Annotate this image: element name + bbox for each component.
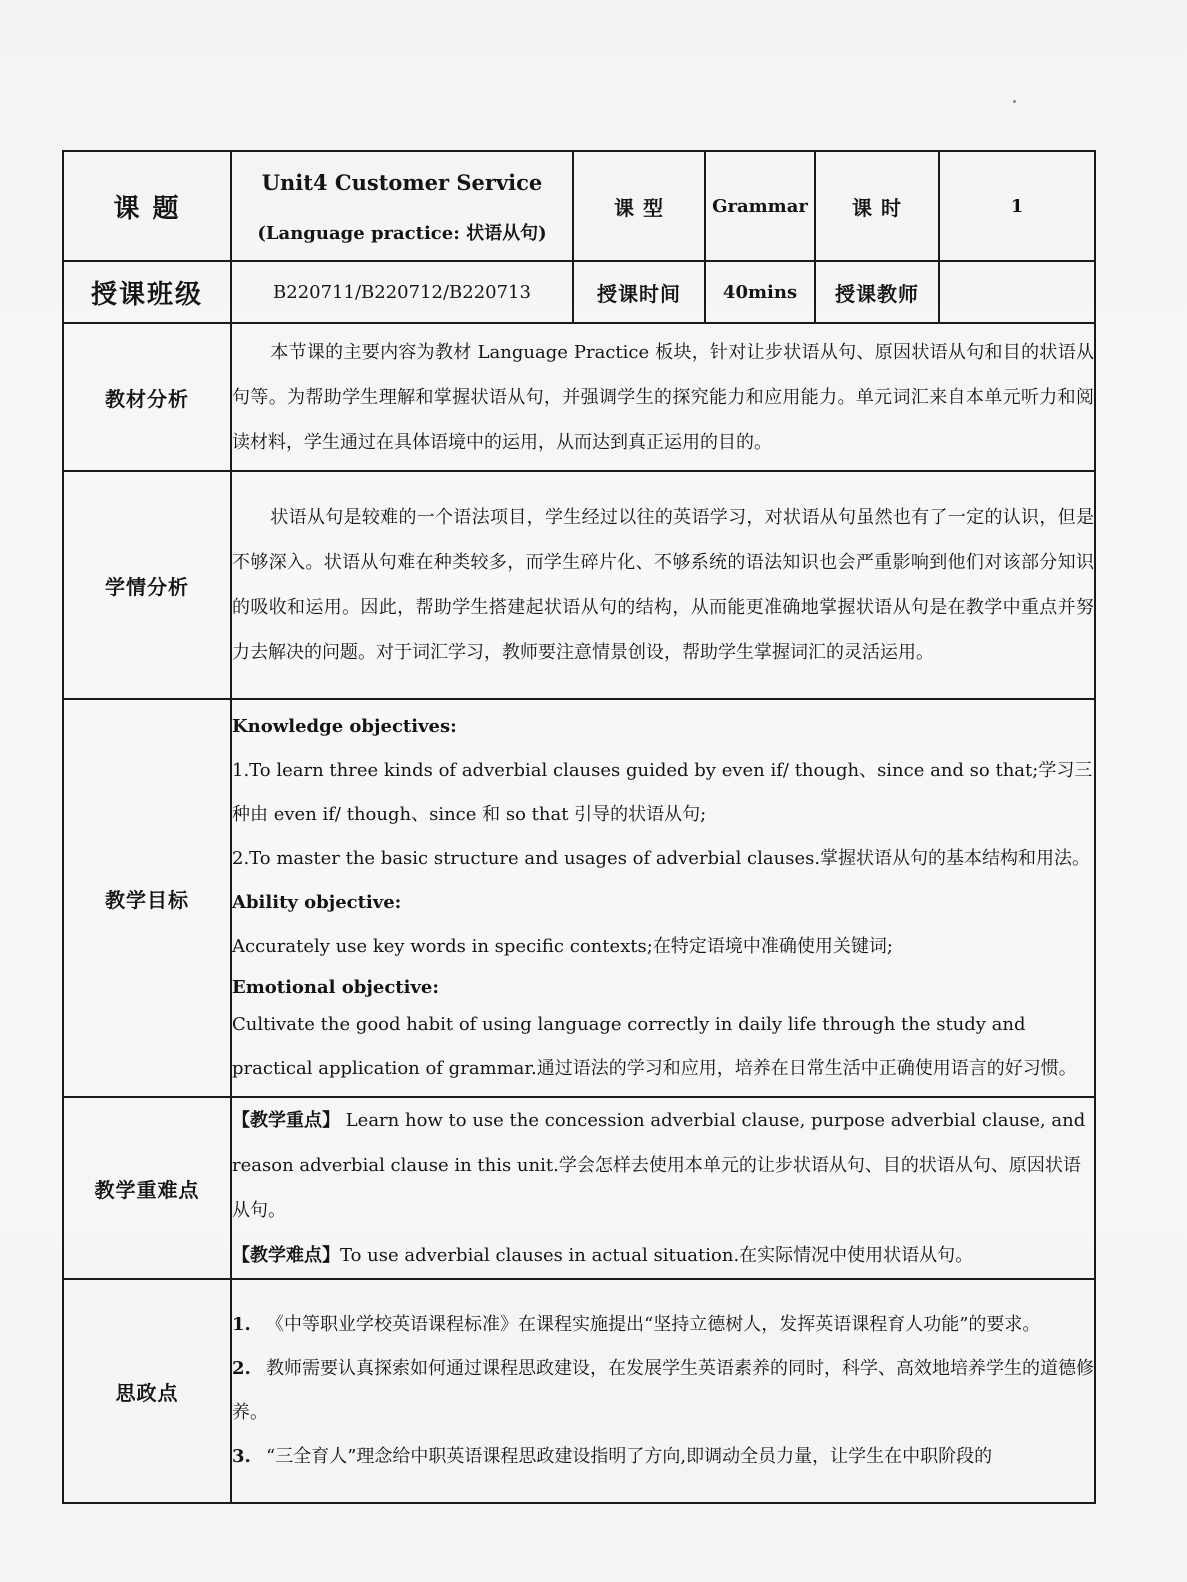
material-label: 教材分析 [63, 323, 231, 471]
focus-text: Learn how to use the concession adverbial clause, purpose adverbial clause, and reason adverbial clause in this unit.学会怎样去使用本单元的让步状语从句、目的状语从句、原因状语从句。 [232, 1110, 1086, 1221]
header-row-class [63, 261, 1095, 323]
material-row [63, 323, 1095, 471]
lesson-subtitle: (Language practice: 状语从句) [257, 222, 547, 244]
ideology-item [232, 1347, 1094, 1435]
type-value: Grammar [705, 151, 815, 261]
class-value: B220711/B220712/B220713 [231, 261, 573, 323]
focus-tag: 【教学重点】 [232, 1110, 340, 1131]
header-row-topic [63, 151, 1095, 261]
focus-block [232, 1098, 1094, 1233]
scan-speck [1013, 100, 1016, 103]
teacher-value [939, 261, 1095, 323]
ability-item: Accurately use key words in specific contexts;在特定语境中准确使用关键词; [232, 936, 893, 957]
objectives-row [63, 699, 1095, 1097]
ideology-item-text: “三全育人”理念给中职英语课程思政建设指明了方向,即调动全员力量，让学生在中职阶段的 [266, 1446, 993, 1467]
students-text: 状语从句是较难的一个语法项目，学生经过以往的英语学习，对状语从句虽然也有了一定的认识，但是不够深入。状语从句难在种类较多，而学生碎片化、不够系统的语法知识也会严重影响到他们对该部分知识的吸收和运用。因此，帮助学生搭建起状语从句的结构，从而能更准确地掌握状语从句是在教学中重点并努力去解决的问题。对于词汇学习，教师要注意情景创设，帮助学生掌握词汇的灵活运用。 [232, 507, 1094, 663]
ideology-item [232, 1303, 1094, 1347]
material-text: 本节课的主要内容为教材 Language Practice 板块，针对让步状语从句、原因状语从句和目的状语从句等。为帮助学生理解和掌握状语从句，并强调学生的探究能力和应用能力。单元词汇来自本单元听力和阅读材料，学生通过在具体语境中的运用，从而达到真正运用的目的。 [232, 341, 1094, 453]
students-label: 学情分析 [63, 471, 231, 699]
hours-value: 1 [939, 151, 1095, 261]
ideology-label: 思政点 [63, 1279, 231, 1503]
ideology-row [63, 1279, 1095, 1503]
ideology-item-number: 3. [232, 1446, 251, 1467]
knowledge-title: Knowledge objectives: [232, 716, 457, 737]
time-value: 40mins [705, 261, 815, 323]
emotional-title: Emotional objective: [232, 977, 440, 998]
hours-label: 课 时 [815, 151, 939, 261]
emotional-item: Cultivate the good habit of using language correctly in daily life through the study and practical application of grammar.通过语法的学习和应用，培养在日常生活中正确使用语言的好习惯。 [232, 1014, 1077, 1079]
difficulty-block [232, 1233, 1094, 1278]
students-cell [231, 471, 1095, 699]
ideology-cell [231, 1279, 1095, 1503]
ideology-item [232, 1435, 1094, 1479]
objectives-cell [231, 699, 1095, 1097]
lesson-title: Unit4 Customer Service [261, 169, 543, 195]
difficulty-text: To use adverbial clauses in actual situation.在实际情况中使用状语从句。 [340, 1245, 974, 1266]
lesson-plan-table [62, 150, 1096, 1504]
teacher-label: 授课教师 [815, 261, 939, 323]
ideology-item-text: 《中等职业学校英语课程标准》在课程实施提出“坚持立德树人，发挥英语课程育人功能”的要求。 [266, 1314, 1041, 1335]
keypoints-row [63, 1097, 1095, 1279]
ideology-item-number: 2. [232, 1358, 251, 1379]
class-label: 授课班级 [63, 261, 231, 323]
type-label: 课 型 [573, 151, 705, 261]
lesson-title-cell [231, 151, 573, 261]
objectives-label: 教学目标 [63, 699, 231, 1097]
students-row [63, 471, 1095, 699]
material-cell [231, 323, 1095, 471]
knowledge-item-1: 1.To learn three kinds of adverbial clauses guided by even if/ though、since and so that;学习三种由 even if/ though、since 和 so that 引导的状语从句; [232, 760, 1093, 825]
difficulty-tag: 【教学难点】 [232, 1245, 340, 1266]
ideology-item-text: 教师需要认真探索如何通过课程思政建设，在发展学生英语素养的同时，科学、高效地培养学生的道德修养。 [232, 1358, 1094, 1423]
keypoints-cell [231, 1097, 1095, 1279]
ideology-item-number: 1. [232, 1314, 251, 1335]
topic-label: 课 题 [63, 151, 231, 261]
ability-title: Ability objective: [232, 892, 402, 913]
keypoints-label: 教学重难点 [63, 1097, 231, 1279]
time-label: 授课时间 [573, 261, 705, 323]
knowledge-item-2: 2.To master the basic structure and usages of adverbial clauses.掌握状语从句的基本结构和用法。 [232, 848, 1091, 869]
